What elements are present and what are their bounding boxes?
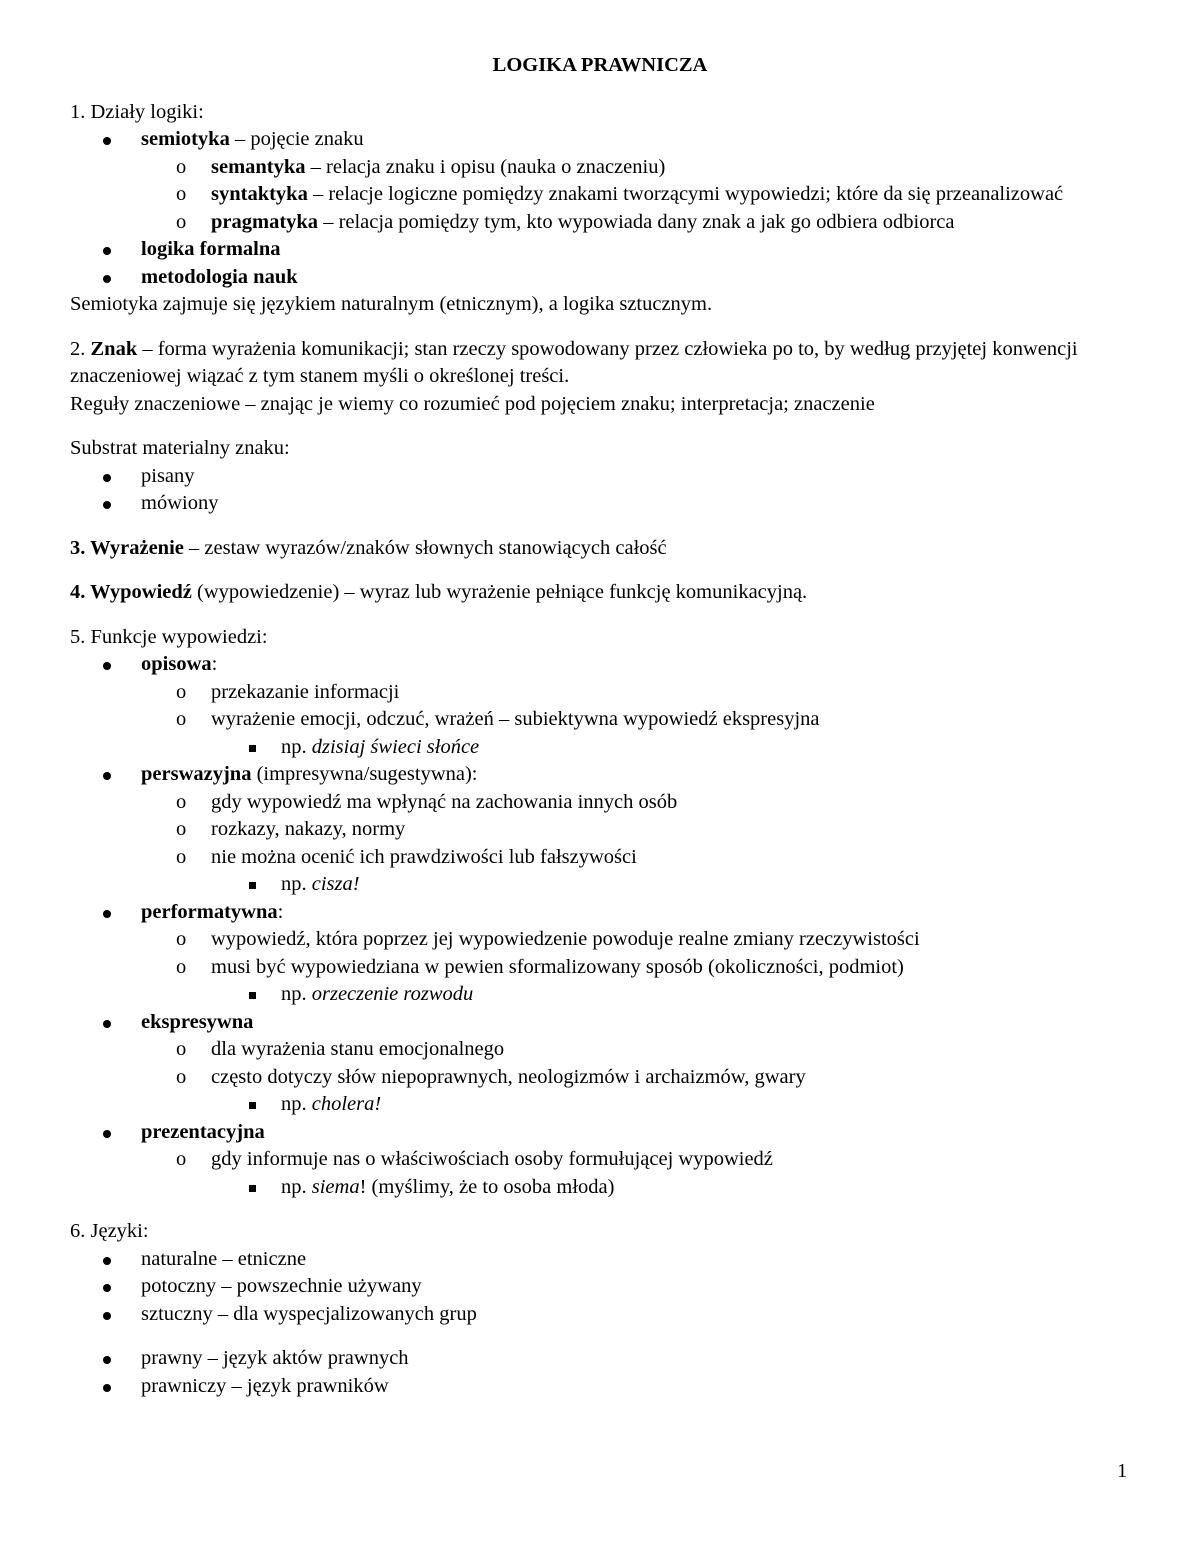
list-item: mówiony xyxy=(70,490,1130,518)
list-item: pisany xyxy=(70,463,1130,491)
circle-bullet-icon: o xyxy=(176,1038,187,1060)
paragraph: Semiotyka zajmuje się językiem naturalnym (etnicznym), a logika sztucznym. xyxy=(70,293,713,315)
section-3-paragraph: 3. Wyrażenie – zestaw wyrazów/znaków słownych stanowiących całość xyxy=(70,536,667,559)
list-item: np. siema! (myślimy, że to osoba młoda) xyxy=(70,1174,1130,1202)
list-item: o musi być wypowiedziana w pewien sformalizowany sposób (okoliczności, podmiot) xyxy=(70,954,1130,982)
circle-bullet-icon: o xyxy=(176,1148,187,1170)
bullet-icon xyxy=(103,1257,111,1265)
bullet-icon xyxy=(103,772,111,780)
list-item: np. cholera! xyxy=(70,1091,1130,1119)
list-item: o nie można ocenić ich prawdziwości lub fałszywości xyxy=(70,844,1130,872)
bullet-icon xyxy=(103,501,111,509)
list-item: ekspresywna xyxy=(70,1009,1130,1037)
circle-bullet-icon: o xyxy=(176,955,187,978)
circle-bullet-icon: o xyxy=(176,210,187,233)
section-5-heading: 5. Funkcje wypowiedzi: xyxy=(70,625,268,648)
list-item: np. cisza! xyxy=(70,871,1130,899)
section-2-paragraph: 2. Znak – forma wyrażenia komunikacji; stan rzeczy spowodowany przez człowieka po to, by według przyjętej konwencji znaczeniowej wiązać z tym stanem myśli o określonej treści. xyxy=(70,337,1078,387)
circle-bullet-icon: o xyxy=(176,708,187,730)
bullet-icon xyxy=(103,247,111,255)
circle-bullet-icon: o xyxy=(176,183,187,205)
list-item: o przekazanie informacji xyxy=(70,679,1130,707)
bullet-icon xyxy=(103,662,111,670)
list-item: np. dzisiaj świeci słońce xyxy=(70,734,1130,762)
list-item: prawny – język aktów prawnych xyxy=(70,1345,1130,1373)
list-item: opisowa: xyxy=(70,651,1130,679)
circle-bullet-icon: o xyxy=(176,155,187,178)
circle-bullet-icon: o xyxy=(176,1065,187,1088)
document-title: LOGIKA PRAWNICZA xyxy=(492,54,708,76)
square-bullet-icon xyxy=(249,882,256,889)
list-item: np. orzeczenie rozwodu xyxy=(70,981,1130,1009)
circle-bullet-icon: o xyxy=(176,845,187,868)
section-1-heading: 1. Działy logiki: xyxy=(70,100,204,123)
bullet-icon xyxy=(103,910,111,918)
list-item: o dla wyrażenia stanu emocjonalnego xyxy=(70,1036,1130,1064)
square-bullet-icon xyxy=(249,1185,256,1192)
list-item: o pragmatyka – relacja pomiędzy tym, kto wypowiada dany znak a jak go odbiera odbiorca xyxy=(70,209,1130,237)
document-page xyxy=(70,52,1130,1400)
list-item: prezentacyjna xyxy=(70,1119,1130,1147)
list-item: o semantyka – relacja znaku i opisu (nauka o znaczeniu) xyxy=(70,154,1130,182)
bullet-icon xyxy=(103,137,111,145)
list-item: metodologia nauk xyxy=(70,264,1130,292)
list-item: naturalne – etniczne xyxy=(70,1246,1130,1274)
bullet-icon xyxy=(103,1130,111,1138)
list-item: potoczny – powszechnie używany xyxy=(70,1273,1130,1301)
list-item: semiotyka – pojęcie znaku xyxy=(70,126,1130,154)
bullet-icon xyxy=(103,474,111,482)
square-bullet-icon xyxy=(249,992,256,999)
list-item: performatywna: xyxy=(70,899,1130,927)
list-item: logika formalna xyxy=(70,236,1130,264)
list-item: o syntaktyka – relacje logiczne pomiędzy znakami tworzącymi wypowiedzi; które da się przeanalizować xyxy=(70,181,1130,209)
circle-bullet-icon: o xyxy=(176,790,187,813)
bullet-icon xyxy=(103,1312,111,1320)
circle-bullet-icon: o xyxy=(176,818,187,840)
page-number: 1 xyxy=(1117,1460,1128,1482)
paragraph: Substrat materialny znaku: xyxy=(70,437,290,459)
list-item: o często dotyczy słów niepoprawnych, neologizmów i archaizmów, gwary xyxy=(70,1064,1130,1092)
square-bullet-icon xyxy=(249,1102,256,1109)
bullet-icon xyxy=(103,1384,111,1392)
section-6-heading: 6. Języki: xyxy=(70,1220,149,1242)
list-item: o wyrażenie emocji, odczuć, wrażeń – subiektywna wypowiedź ekspresyjna xyxy=(70,706,1130,734)
square-bullet-icon xyxy=(249,745,256,752)
list-item: o wypowiedź, która poprzez jej wypowiedzenie powoduje realne zmiany rzeczywistości xyxy=(70,926,1130,954)
section-4-paragraph: 4. Wypowiedź (wypowiedzenie) – wyraz lub wyrażenie pełniące funkcję komunikacyjną. xyxy=(70,581,808,603)
circle-bullet-icon: o xyxy=(176,680,187,703)
bullet-icon xyxy=(103,1356,111,1364)
list-item: prawniczy – język prawników xyxy=(70,1373,1130,1401)
paragraph: Reguły znaczeniowe – znając je wiemy co rozumieć pod pojęciem znaku; interpretacja; znaczenie xyxy=(70,392,875,415)
bullet-icon xyxy=(103,1020,111,1028)
circle-bullet-icon: o xyxy=(176,928,187,950)
list-item: o gdy informuje nas o właściwościach osoby formułującej wypowiedź xyxy=(70,1146,1130,1174)
bullet-icon xyxy=(103,1284,111,1292)
bullet-icon xyxy=(103,275,111,283)
list-item: perswazyjna (impresywna/sugestywna): xyxy=(70,761,1130,789)
list-item: sztuczny – dla wyspecjalizowanych grup xyxy=(70,1301,1130,1329)
list-item: o rozkazy, nakazy, normy xyxy=(70,816,1130,844)
list-item: o gdy wypowiedź ma wpłynąć na zachowania innych osób xyxy=(70,789,1130,817)
